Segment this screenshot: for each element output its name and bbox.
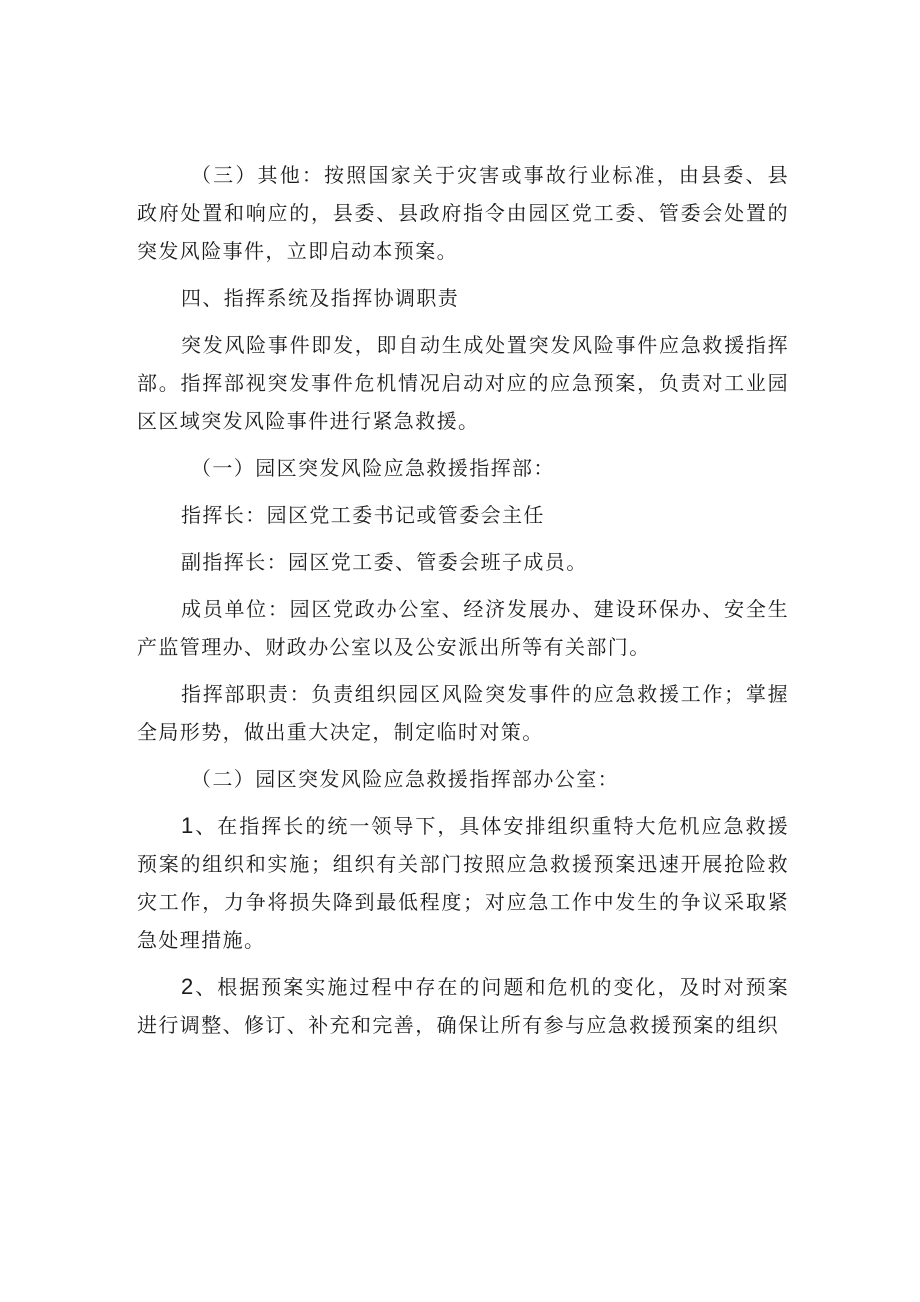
paragraph-headquarters-duties: 指挥部职责：负责组织园区风险突发事件的应急救援工作；掌握全局形势，做出重大决定，制定临时对策。 [137,682,789,744]
paragraph-commander: 指挥长：园区党工委书记或管委会主任 [181,503,545,527]
paragraph-member-units: 成员单位：园区党政办公室、经济发展办、建设环保办、安全生产监管理办、财政办公室以及公安派出所等有关部门。 [137,597,789,659]
item-text: 、根据预案实施过程中存在的问题和危机的变化，及时对预案进行调整、修订、补充和完善，确保让所有参与应急救援预案的组织 [137,975,789,1037]
section-heading-command-system: 四、指挥系统及指挥协调职责 [181,286,460,310]
numbered-item-2 [137,968,789,1044]
numbered-item-1 [137,807,789,959]
subheading-headquarters-office: （二）园区突发风险应急救援指挥部办公室： [191,767,619,791]
item-number: 1 [181,813,195,838]
subheading-command-headquarters: （一）园区突发风险应急救援指挥部： [191,456,555,480]
item-number: 2 [181,974,195,999]
paragraph-deputy-commander: 副指挥长：园区党工委、管委会班子成员。 [181,550,588,574]
paragraph-command-generation: 突发风险事件即发，即自动生成处置突发风险事件应急救援指挥部。指挥部视突发事件危机情况启动对应的应急预案，负责对工业园区区域突发风险事件进行紧急救援。 [137,333,789,433]
paragraph-other-conditions: （三）其他：按照国家关于灾害或事故行业标准，由县委、县政府处置和响应的，县委、县政府指令由园区党工委、管委会处置的突发风险事件，立即启动本预案。 [137,163,789,263]
item-text: 、在指挥长的统一领导下，具体安排组织重特大危机应急救援预案的组织和实施；组织有关部门按照应急救援预案迅速开展抢险救灾工作，力争将损失降到最低程度；对应急工作中发生的争议采取紧急处理措施。 [137,814,789,952]
document-body [137,156,789,1053]
